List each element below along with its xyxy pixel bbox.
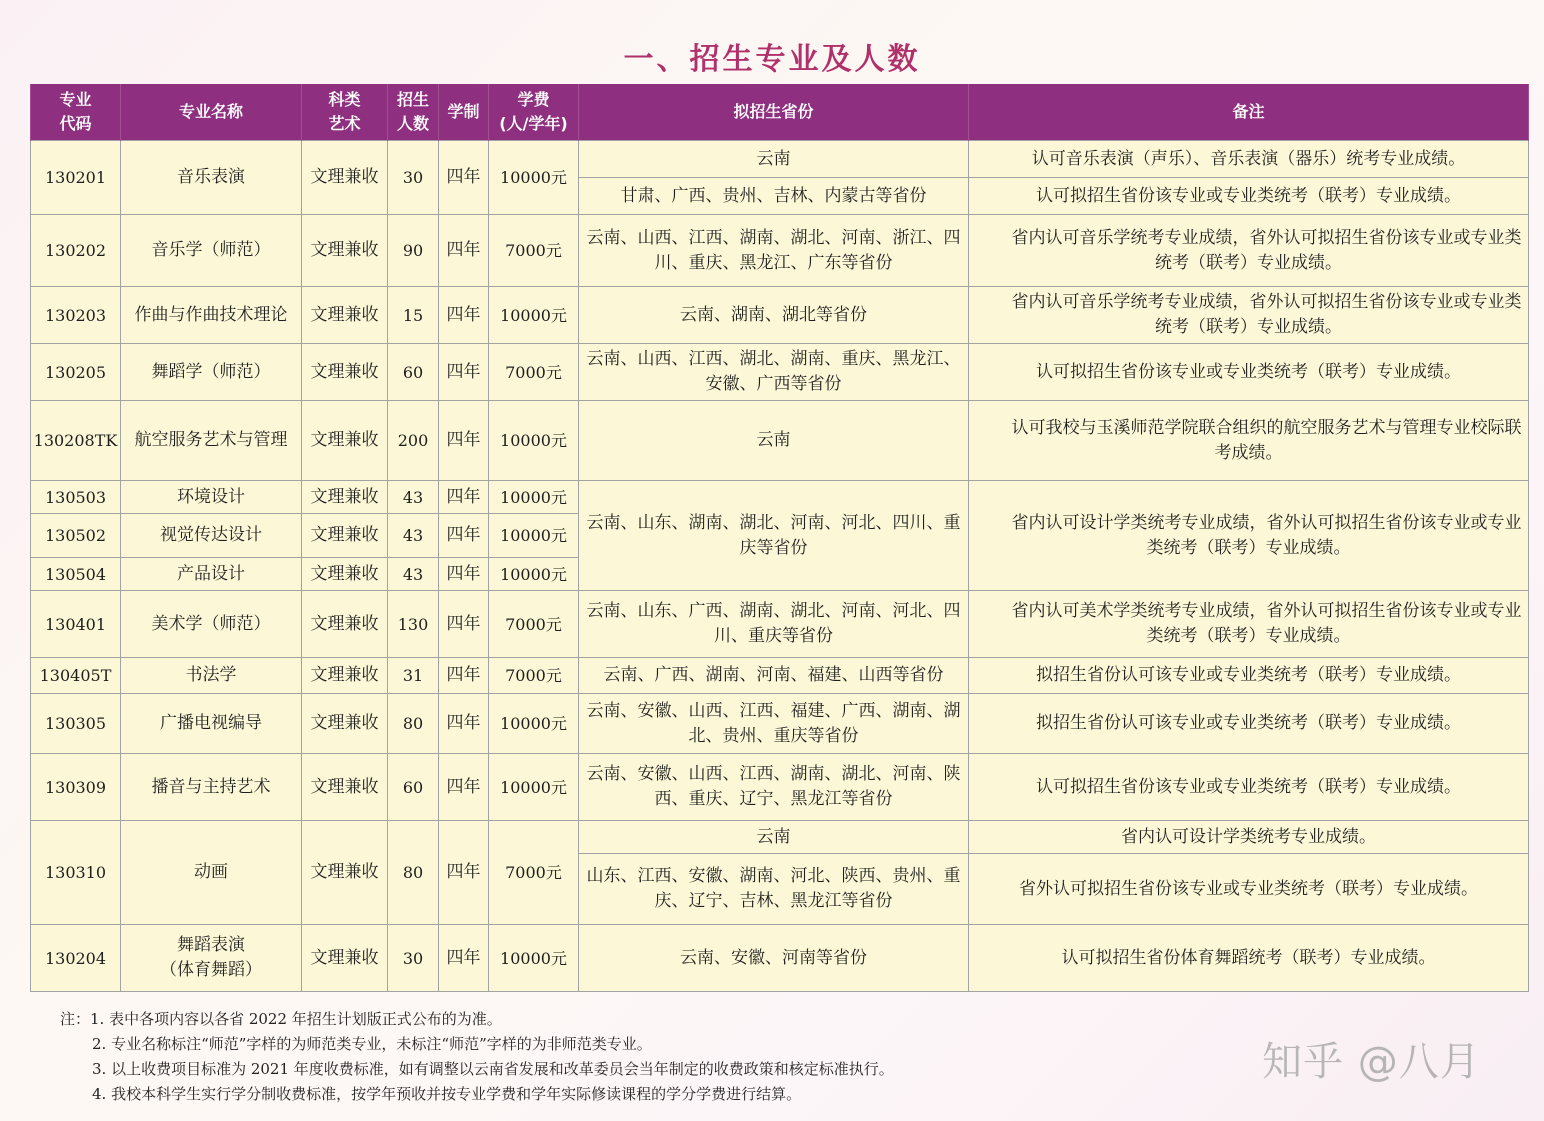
major-duration: 四年 — [439, 141, 489, 215]
remark-cell: 拟招生省份认可该专业或专业类统考（联考）专业成绩。 — [969, 658, 1529, 694]
major-duration: 四年 — [439, 754, 489, 821]
major-fee: 7000元 — [489, 344, 579, 401]
header-duration: 学制 — [439, 84, 489, 141]
major-duration: 四年 — [439, 558, 489, 591]
province-cell: 云南、山东、湖南、湖北、河南、河北、四川、重庆等省份 — [579, 481, 969, 591]
header-fee: 学费 (人/学年) — [489, 84, 579, 141]
table-row — [31, 821, 1529, 854]
major-category: 文理兼收 — [302, 215, 388, 287]
footnotes — [60, 1007, 894, 1107]
province-cell: 云南 — [579, 401, 969, 481]
major-quota: 31 — [388, 658, 439, 694]
major-fee: 10000元 — [489, 141, 579, 215]
remark-cell: 省内认可设计学类统考专业成绩，省外认可拟招生省份该专业或专业类统考（联考）专业成绩。 — [969, 481, 1529, 591]
remark-cell: 认可我校与玉溪师范学院联合组织的航空服务艺术与管理专业校际联考成绩。 — [969, 401, 1529, 481]
table-row — [31, 694, 1529, 754]
table-row — [31, 141, 1529, 178]
province-cell: 云南、安徽、山西、江西、福建、广西、湖南、湖北、贵州、重庆等省份 — [579, 694, 969, 754]
table-row — [31, 591, 1529, 658]
major-fee: 10000元 — [489, 514, 579, 558]
major-duration: 四年 — [439, 215, 489, 287]
header-code: 专业 代码 — [31, 84, 121, 141]
major-category: 文理兼收 — [302, 694, 388, 754]
major-category: 文理兼收 — [302, 344, 388, 401]
province-cell: 云南 — [579, 821, 969, 854]
major-code: 130504 — [31, 558, 121, 591]
major-duration: 四年 — [439, 694, 489, 754]
table-row — [31, 658, 1529, 694]
major-category: 文理兼收 — [302, 481, 388, 514]
major-fee: 10000元 — [489, 287, 579, 344]
major-code: 130205 — [31, 344, 121, 401]
major-quota: 60 — [388, 344, 439, 401]
province-cell: 山东、江西、安徽、湖南、河北、陕西、贵州、重庆、辽宁、吉林、黑龙江等省份 — [579, 854, 969, 925]
major-fee: 10000元 — [489, 558, 579, 591]
major-code: 130405T — [31, 658, 121, 694]
remark-cell: 认可拟招生省份体育舞蹈统考（联考）专业成绩。 — [969, 925, 1529, 992]
major-name: 作曲与作曲技术理论 — [121, 287, 302, 344]
remark-cell: 认可拟招生省份该专业或专业类统考（联考）专业成绩。 — [969, 344, 1529, 401]
major-duration: 四年 — [439, 287, 489, 344]
major-name: 视觉传达设计 — [121, 514, 302, 558]
table-row — [31, 481, 1529, 514]
header-name: 专业名称 — [121, 84, 302, 141]
major-duration: 四年 — [439, 591, 489, 658]
major-duration: 四年 — [439, 481, 489, 514]
page-title: 一、招生专业及人数 — [623, 42, 921, 77]
major-category: 文理兼收 — [302, 141, 388, 215]
table-row — [31, 287, 1529, 344]
major-name: 美术学（师范） — [121, 591, 302, 658]
header-provinces: 拟招生省份 — [579, 84, 969, 141]
major-code: 130305 — [31, 694, 121, 754]
major-fee: 7000元 — [489, 215, 579, 287]
major-category: 文理兼收 — [302, 591, 388, 658]
major-quota: 60 — [388, 754, 439, 821]
footnote-item: 3. 以上收费项目标准为 2021 年度收费标准，如有调整以云南省发展和改革委员会当年制定的收费政策和核定标准执行。 — [92, 1060, 894, 1078]
major-quota: 43 — [388, 481, 439, 514]
province-cell: 云南、山东、广西、湖南、湖北、河南、河北、四川、重庆等省份 — [579, 591, 969, 658]
major-quota: 15 — [388, 287, 439, 344]
footnote-item: 2. 专业名称标注“师范”字样的为师范类专业，未标注“师范”字样的为非师范类专业。 — [92, 1035, 652, 1053]
table-row — [31, 215, 1529, 287]
major-duration: 四年 — [439, 344, 489, 401]
footnote-item: 注：1. 表中各项内容以各省 2022 年招生计划版正式公布的为准。 — [60, 1010, 502, 1028]
major-quota: 43 — [388, 514, 439, 558]
major-quota: 130 — [388, 591, 439, 658]
major-duration: 四年 — [439, 821, 489, 925]
major-code: 130204 — [31, 925, 121, 992]
remark-cell: 省内认可设计学类统考专业成绩。 — [969, 821, 1529, 854]
major-name: 音乐表演 — [121, 141, 302, 215]
remark-cell: 认可音乐表演（声乐）、音乐表演（器乐）统考专业成绩。 — [969, 141, 1529, 178]
major-name: 舞蹈学（师范） — [121, 344, 302, 401]
province-cell: 云南、湖南、湖北等省份 — [579, 287, 969, 344]
major-fee: 10000元 — [489, 401, 579, 481]
major-category: 文理兼收 — [302, 821, 388, 925]
header-quota: 招生 人数 — [388, 84, 439, 141]
major-name: 书法学 — [121, 658, 302, 694]
major-duration: 四年 — [439, 925, 489, 992]
major-category: 文理兼收 — [302, 925, 388, 992]
remark-cell: 省内认可美术学类统考专业成绩，省外认可拟招生省份该专业或专业类统考（联考）专业成绩。 — [969, 591, 1529, 658]
province-cell: 云南 — [579, 141, 969, 178]
major-quota: 30 — [388, 141, 439, 215]
major-category: 文理兼收 — [302, 514, 388, 558]
table-row — [31, 925, 1529, 992]
major-quota: 200 — [388, 401, 439, 481]
major-quota: 90 — [388, 215, 439, 287]
admission-table — [30, 84, 1529, 992]
major-quota: 80 — [388, 694, 439, 754]
major-category: 文理兼收 — [302, 287, 388, 344]
remark-cell: 省内认可音乐学统考专业成绩，省外认可拟招生省份该专业或专业类统考（联考）专业成绩。 — [969, 287, 1529, 344]
province-cell: 云南、山西、江西、湖北、湖南、重庆、黑龙江、安徽、广西等省份 — [579, 344, 969, 401]
major-name: 航空服务艺术与管理 — [121, 401, 302, 481]
major-name: 动画 — [121, 821, 302, 925]
header-remarks: 备注 — [969, 84, 1529, 141]
major-fee: 7000元 — [489, 821, 579, 925]
major-code: 130202 — [31, 215, 121, 287]
remark-cell: 认可拟招生省份该专业或专业类统考（联考）专业成绩。 — [969, 754, 1529, 821]
major-code: 130310 — [31, 821, 121, 925]
major-duration: 四年 — [439, 401, 489, 481]
major-category: 文理兼收 — [302, 658, 388, 694]
major-name: 广播电视编导 — [121, 694, 302, 754]
major-code: 130502 — [31, 514, 121, 558]
remark-cell: 拟招生省份认可该专业或专业类统考（联考）专业成绩。 — [969, 694, 1529, 754]
major-name: 产品设计 — [121, 558, 302, 591]
major-code: 130503 — [31, 481, 121, 514]
major-name: 环境设计 — [121, 481, 302, 514]
province-cell: 云南、山西、江西、湖南、湖北、河南、浙江、四川、重庆、黑龙江、广东等省份 — [579, 215, 969, 287]
province-cell: 甘肃、广西、贵州、吉林、内蒙古等省份 — [579, 178, 969, 215]
table-row — [31, 754, 1529, 821]
major-quota: 30 — [388, 925, 439, 992]
major-fee: 10000元 — [489, 481, 579, 514]
major-code: 130201 — [31, 141, 121, 215]
major-code: 130208TK — [31, 401, 121, 481]
major-code: 130309 — [31, 754, 121, 821]
province-cell: 云南、安徽、河南等省份 — [579, 925, 969, 992]
province-cell: 云南、安徽、山西、江西、湖南、湖北、河南、陕西、重庆、辽宁、黑龙江等省份 — [579, 754, 969, 821]
major-name: 播音与主持艺术 — [121, 754, 302, 821]
remark-cell: 省内认可音乐学统考专业成绩，省外认可拟招生省份该专业或专业类统考（联考）专业成绩。 — [969, 215, 1529, 287]
header-row — [31, 84, 1529, 141]
remark-cell: 省外认可拟招生省份该专业或专业类统考（联考）专业成绩。 — [969, 854, 1529, 925]
province-cell: 云南、广西、湖南、河南、福建、山西等省份 — [579, 658, 969, 694]
major-code: 130203 — [31, 287, 121, 344]
major-name: 音乐学（师范） — [121, 215, 302, 287]
major-fee: 10000元 — [489, 754, 579, 821]
major-category: 文理兼收 — [302, 754, 388, 821]
major-fee: 10000元 — [489, 694, 579, 754]
zhihu-watermark: 知乎 @八月 — [1262, 1039, 1481, 1085]
header-category: 科类 艺术 — [302, 84, 388, 141]
major-fee: 7000元 — [489, 591, 579, 658]
table-row — [31, 344, 1529, 401]
major-fee: 10000元 — [489, 925, 579, 992]
major-duration: 四年 — [439, 514, 489, 558]
major-quota: 80 — [388, 821, 439, 925]
major-code: 130401 — [31, 591, 121, 658]
major-name: 舞蹈表演 （体育舞蹈） — [121, 925, 302, 992]
footnote-item: 4. 我校本科学生实行学分制收费标准，按学年预收并按专业学费和学年实际修读课程的学分学费进行结算。 — [92, 1085, 802, 1103]
major-quota: 43 — [388, 558, 439, 591]
major-category: 文理兼收 — [302, 558, 388, 591]
major-duration: 四年 — [439, 658, 489, 694]
major-fee: 7000元 — [489, 658, 579, 694]
table-row — [31, 401, 1529, 481]
major-category: 文理兼收 — [302, 401, 388, 481]
remark-cell: 认可拟招生省份该专业或专业类统考（联考）专业成绩。 — [969, 178, 1529, 215]
